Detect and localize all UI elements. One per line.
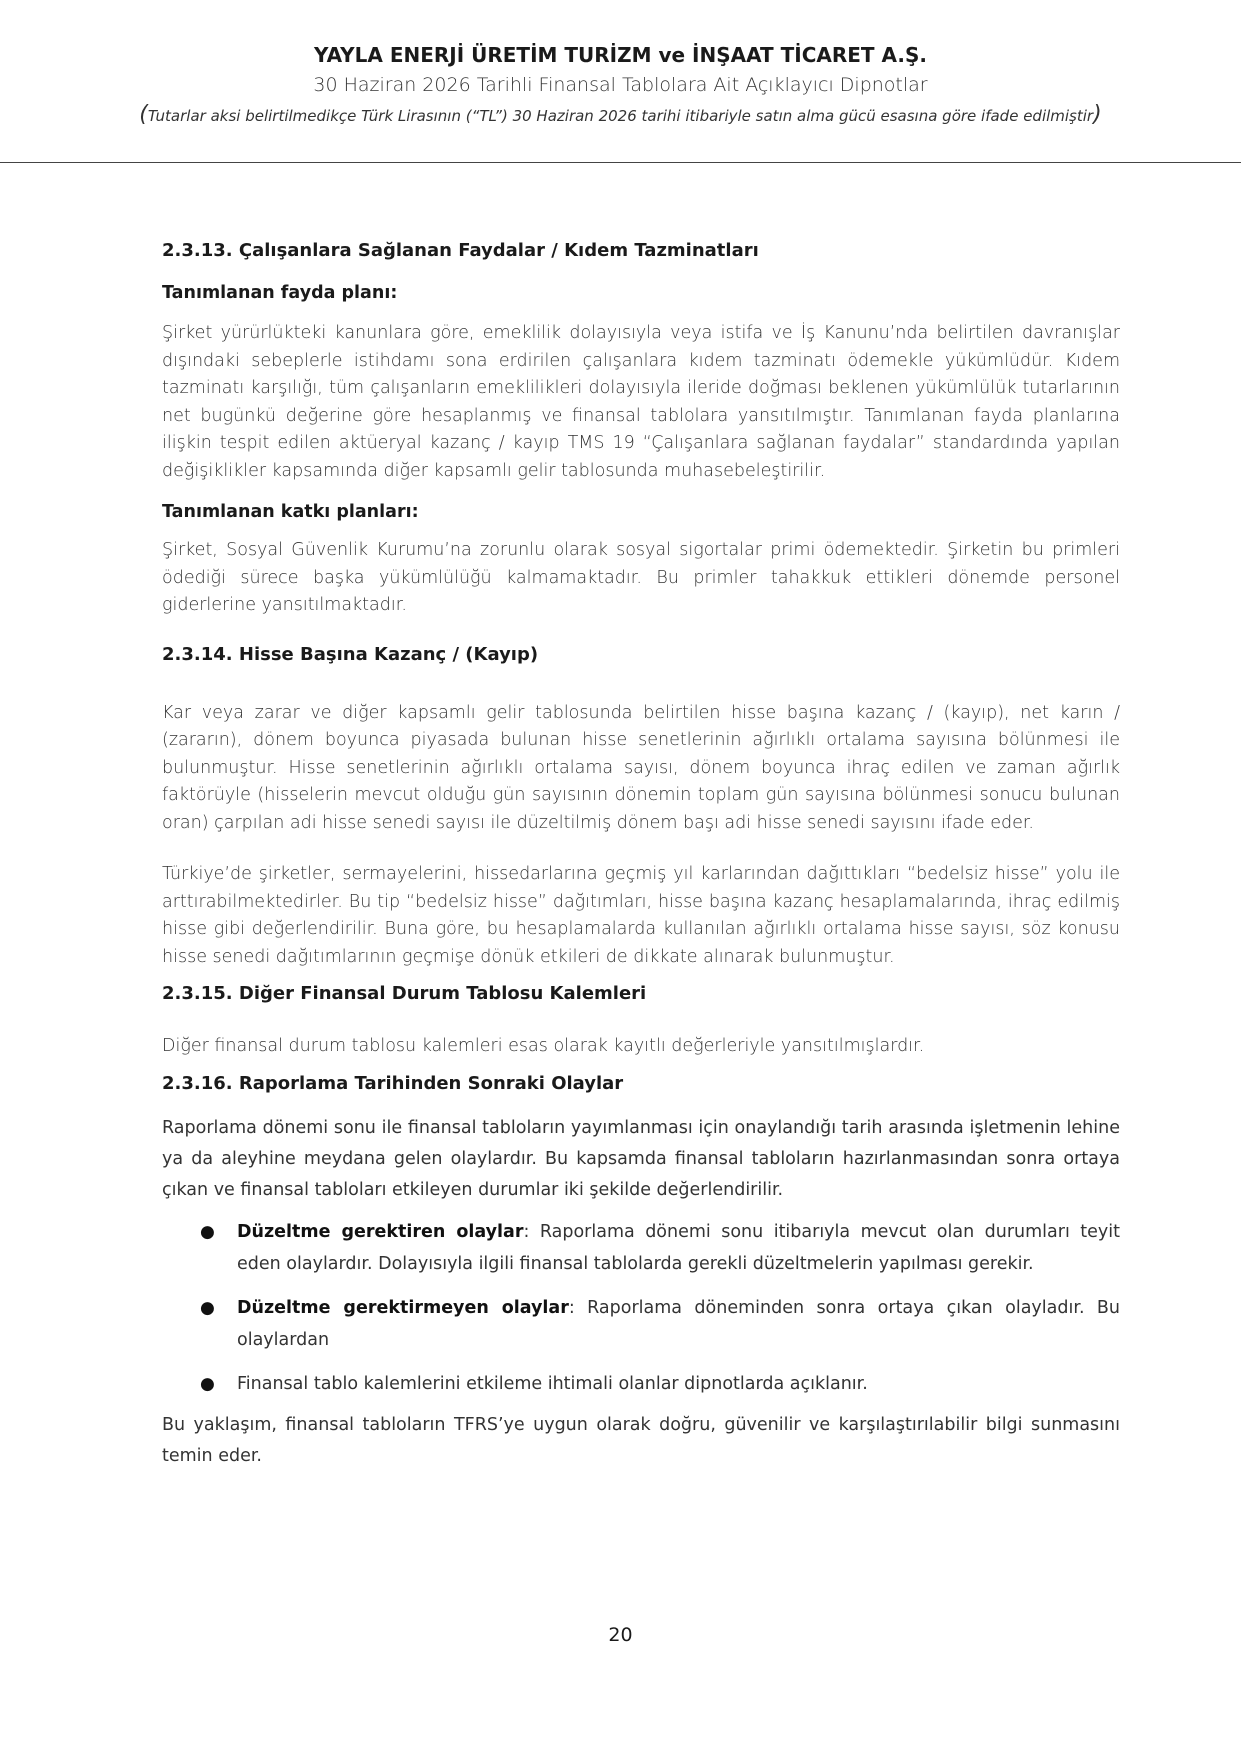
currency-note [0, 100, 1241, 131]
list-item [162, 1368, 1120, 1400]
page-body [162, 238, 1120, 1472]
paragraph-subsequent-events-intro: Raporlama dönemi sonu ile finansal tabloların yayımlanması için onaylandığı tarih arasında işletmenin lehine ya da aleyhine meydana gelen olaylardır. Bu kapsamda finansal tabloların hazırlanmasından sonra ortaya çıkan ve finansal tabloları etkileyen durumlar iki şekilde değerlendirilir. [162, 1117, 1120, 1200]
bullet-icon: ● [200, 1373, 215, 1394]
page-header [0, 40, 1241, 131]
subsequent-events-list [162, 1216, 1120, 1400]
subheading-defined-contribution: Tanımlanan katkı planları: [162, 502, 419, 522]
note-close-paren: ) [1093, 102, 1102, 127]
paragraph-defined-contribution: Şirket, Sosyal Güvenlik Kurumu’na zorunlu olarak sosyal sigortalar primi ödemektedir. Şirketin bu primleri ödediği sürece başka yükümlülüğü kalmamaktadır. Bu primler tahakkuk ettikleri dönemde personel giderlerine yansıtılmaktadır. [162, 540, 1120, 615]
page-number: 20 [608, 1624, 633, 1646]
paragraph-eps-2: Türkiye’de şirketler, sermayelerini, hissedarlarına geçmiş yıl karlarından dağıttıkları “bedelsiz hisse” yolu ile arttırabilmektedirler. Bu tip “bedelsiz hisse” dağıtımları, hisse başına kazanç hesaplamalarında, ihraç edilmiş hisse gibi değerlendirilir. Buna göre, bu hesaplamalarda kullanılan ağırlıklı ortalama hisse sayısı, söz konusu hisse senedi dağıtımlarının geçmişe dönük etkileri de dikkate alınarak bulunmuştur. [162, 864, 1120, 967]
bullet-text: : Raporlama dönemi sonu itibarıyla mevcut olan durumları teyit eden olaylardır. Dolayısıyla ilgili finansal tablolarda gerekli düzeltmelerin yapılması gerekir. [237, 1221, 1120, 1274]
bullet-text: Finansal tablo kalemlerini etkileme ihtimali olanlar dipnotlarda açıklanır. [237, 1373, 868, 1394]
currency-note-text: Tutarlar aksi belirtilmedikçe Türk Lirasının (“TL”) 30 Haziran 2026 tarihi itibariyle satın alma gücü esasına göre ifade edilmiştir [147, 107, 1094, 125]
bullet-text: : Raporlama döneminden sonra ortaya çıkan olayladır. Bu olaylardan [237, 1297, 1120, 1350]
bullet-bold-label: Düzeltme gerektirmeyen olaylar [237, 1297, 569, 1318]
bullet-icon: ● [200, 1297, 215, 1318]
section-heading-2-3-13: 2.3.13. Çalışanlara Sağlanan Faydalar / Kıdem Tazminatları [162, 240, 759, 261]
bullet-bold-label: Düzeltme gerektiren olaylar [237, 1221, 524, 1242]
list-item [162, 1292, 1120, 1356]
note-open-paren: ( [139, 102, 148, 127]
paragraph-other-items: Diğer finansal durum tablosu kalemleri esas olarak kayıtlı değerleriyle yansıtılmışlardır. [162, 1036, 925, 1056]
section-heading-2-3-16: 2.3.16. Raporlama Tarihinden Sonraki Olaylar [162, 1072, 624, 1094]
header-divider [0, 162, 1241, 163]
paragraph-eps-1: Kar veya zarar ve diğer kapsamlı gelir tablosunda belirtilen hisse başına kazanç / (kayıp), net karın / (zararın), dönem boyunca piyasada bulunan hisse senetlerinin ağırlıklı ortalama sayısına bölünmesi ile bulunmuştur. Hisse senetlerinin ağırlıklı ortalama sayısı, dönem boyunca ihraç edilen ve zaman ağırlık faktörüyle (hisselerin mevcut olduğu gün sayısının dönemin toplam gün sayısına bölünmesi sonucu bulunan oran) çarpılan adi hisse senedi sayısı ile düzeltilmiş dönem başı adi hisse senedi sayısını ifade eder. [162, 702, 1120, 833]
document-subtitle: 30 Haziran 2026 Tarihli Finansal Tablolara Ait Açıklayıcı Dipnotlar [313, 74, 928, 96]
bullet-icon: ● [200, 1221, 215, 1242]
paragraph-closing: Bu yaklaşım, finansal tabloların TFRS’ye uygun olarak doğru, güvenilir ve karşılaştırılabilir bilgi sunmasını temin eder. [162, 1414, 1120, 1466]
subheading-defined-benefit: Tanımlanan fayda planı: [162, 283, 398, 303]
section-heading-2-3-15: 2.3.15. Diğer Finansal Durum Tablosu Kalemleri [162, 983, 647, 1004]
company-name: YAYLA ENERJİ ÜRETİM TURİZM ve İNŞAAT TİCARET A.Ş. [314, 43, 927, 67]
list-item [162, 1216, 1120, 1280]
paragraph-defined-benefit: Şirket yürürlükteki kanunlara göre, emeklilik dolayısıyla veya istifa ve İş Kanunu’nda belirtilen davranışlar dışındaki sebeplerle istihdamı sona erdirilen çalışanlara kıdem tazminatı ödemekle yükümlüdür. Kıdem tazminatı karşılığı, tüm çalışanların emeklilikleri dolayısıyla ileride doğması beklenen yükümlülük tutarlarının net bugünkü değerine göre hesaplanmış ve finansal tablolara yansıtılmıştır. Tanımlanan fayda planlarına ilişkin tespit edilen aktüeryal kazanç / kayıp TMS 19 “Çalışanlara sağlanan faydalar” standardında yapılan değişiklikler kapsamında diğer kapsamlı gelir tablosunda muhasebeleştirilir. [162, 323, 1120, 481]
section-heading-2-3-14: 2.3.14. Hisse Başına Kazanç / (Kayıp) [162, 643, 539, 665]
